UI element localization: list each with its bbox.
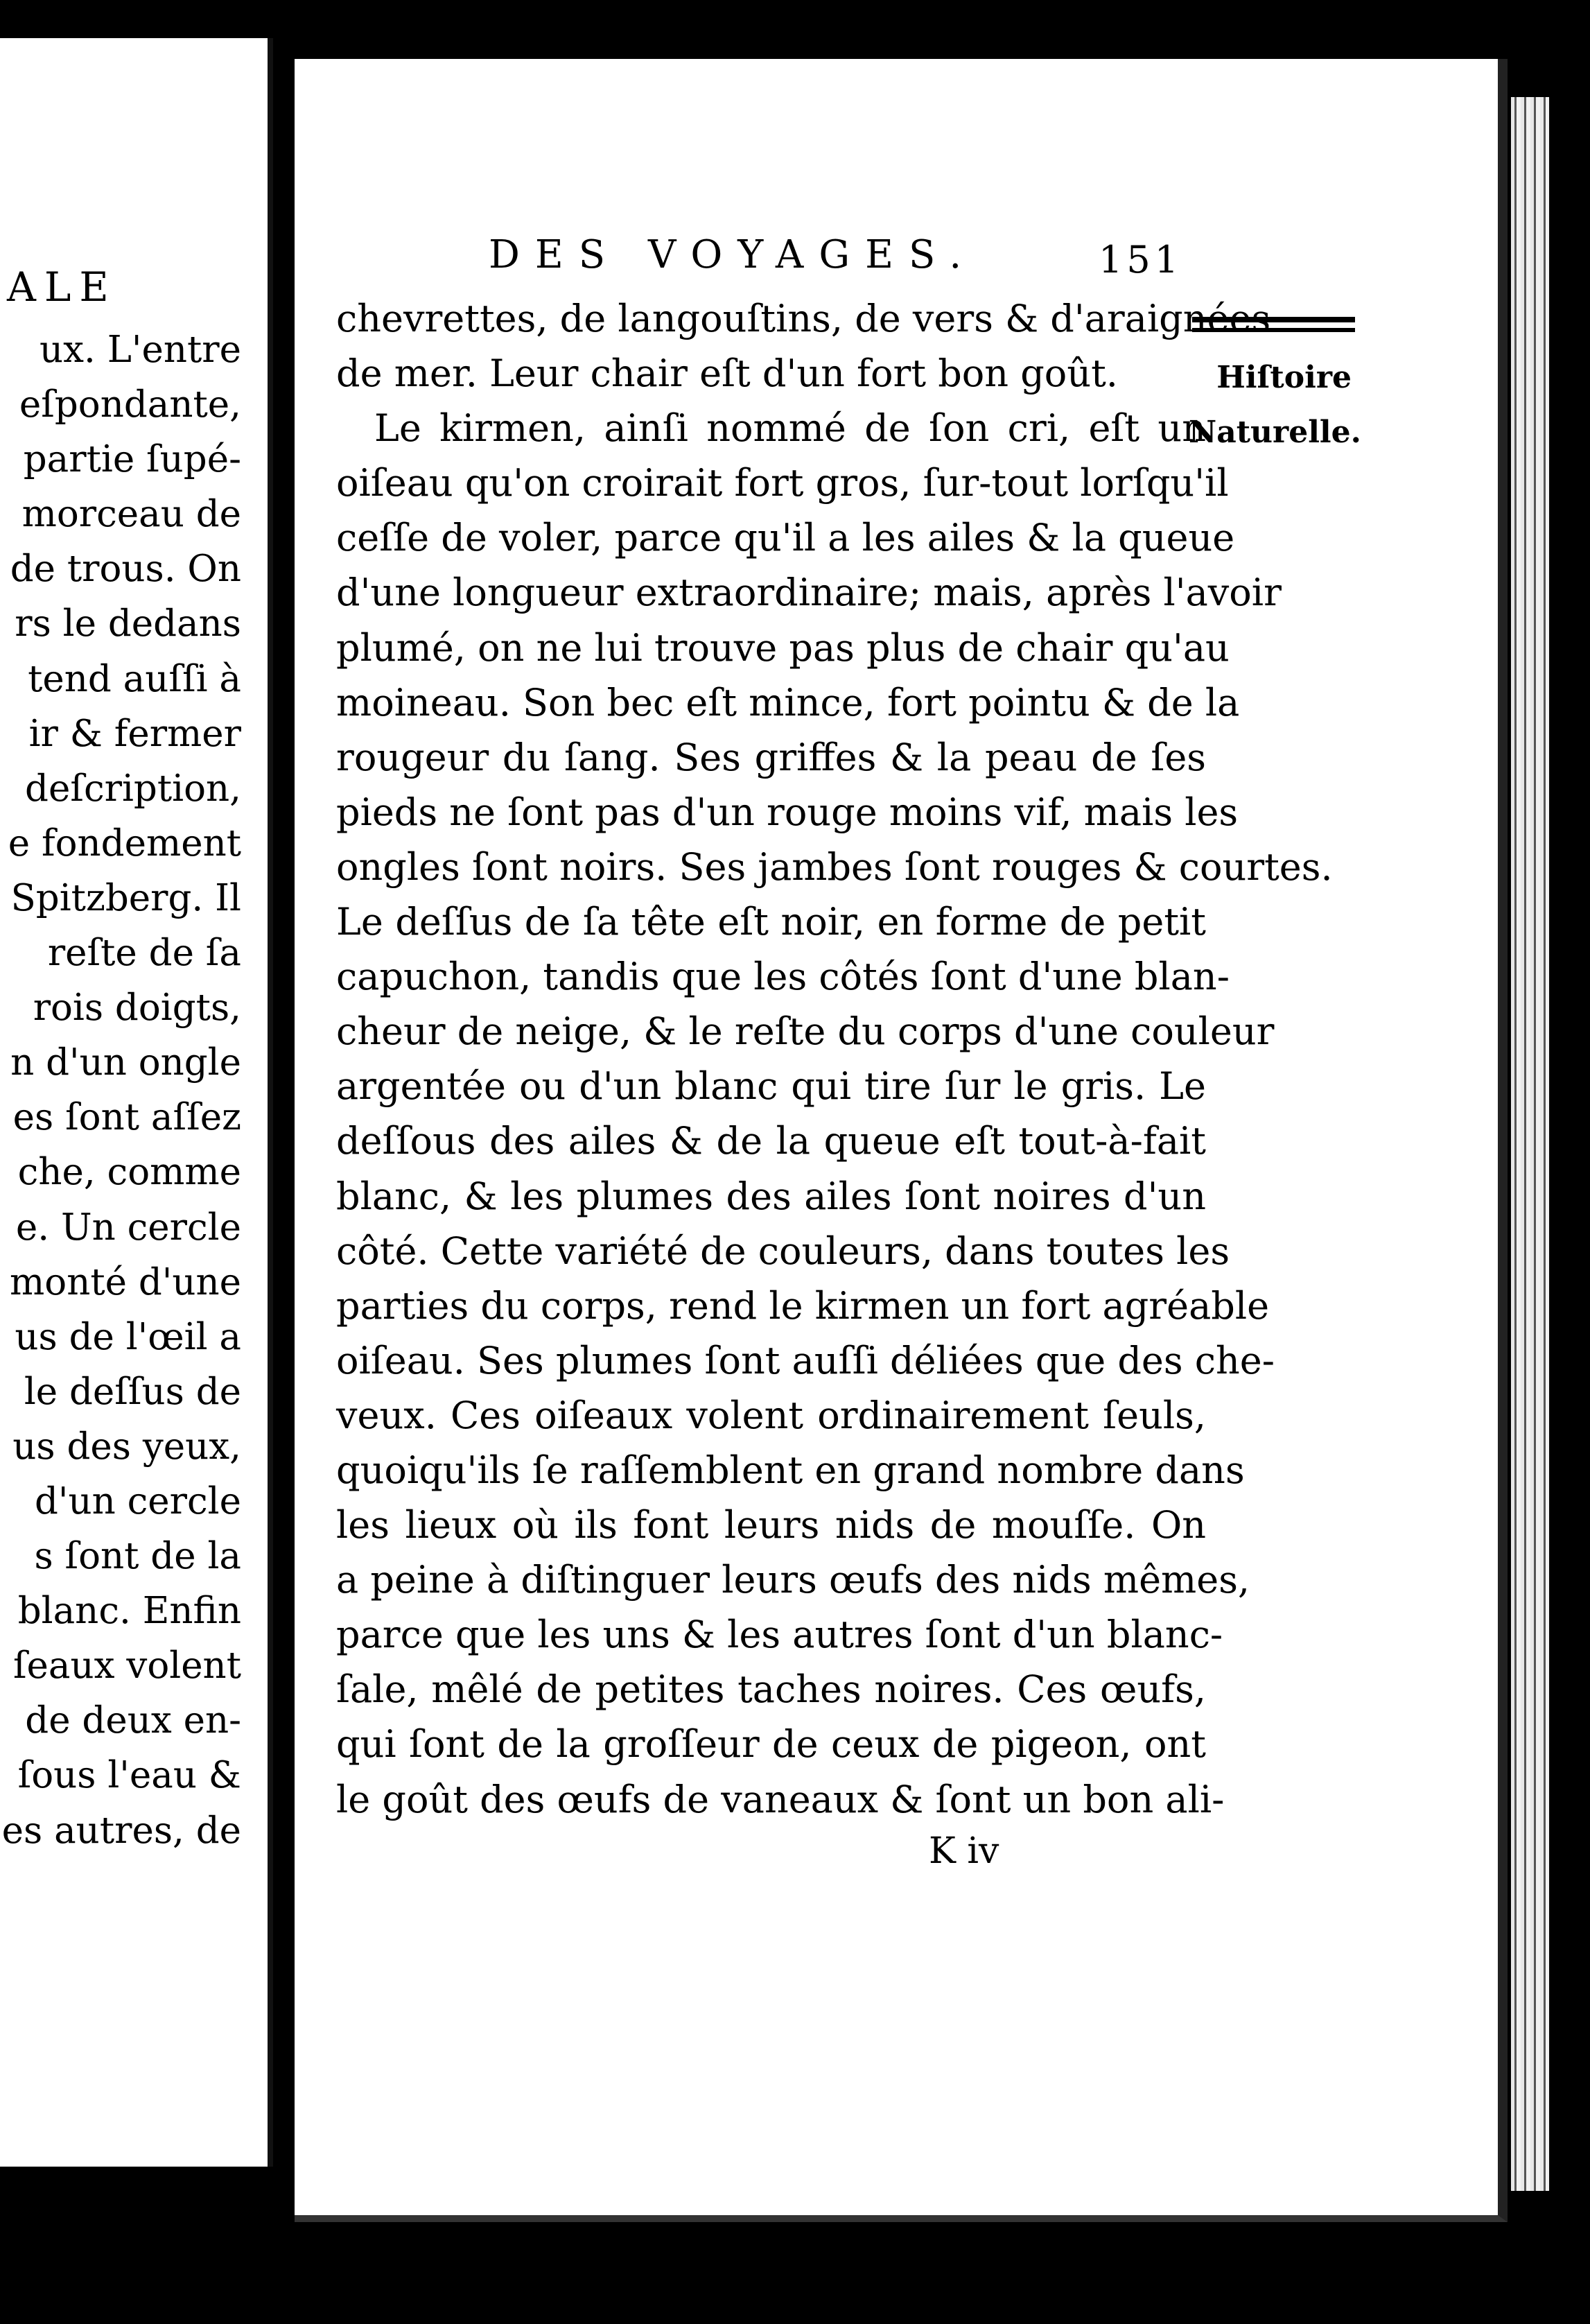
left-text-line: n d'un ongle (10, 1041, 241, 1084)
text-line: qui ſont de la groſſeur de ceux de pigeon, ont (336, 1722, 1206, 1767)
left-text-line: eſpondante, (19, 383, 241, 426)
text-line: veux. Ces oiſeaux volent ordinairement ſeuls, (336, 1393, 1206, 1437)
left-page-text (2, 322, 241, 1858)
left-text-line: Spitzberg. Il (10, 876, 241, 919)
text-line: argentée ou d'un blanc qui tire ſur le gris. Le (336, 1064, 1206, 1109)
left-page (0, 38, 273, 2167)
margin-note (1189, 350, 1361, 460)
left-text-line: ir & fermer (28, 712, 241, 755)
left-text-line: reſte de ſa (47, 932, 241, 975)
text-line: parce que les uns & les autres ſont d'un blanc- (336, 1613, 1223, 1657)
left-text-line: ux. L'entre (40, 329, 241, 371)
text-line: pieds ne ſont pas d'un rouge moins vif, mais les (336, 790, 1239, 834)
text-line: le goût des œufs de vaneaux & ſont un bon ali- (336, 1777, 1225, 1821)
left-text-line: ſous l'eau & (17, 1754, 241, 1797)
left-text-line: che, comme (17, 1151, 241, 1194)
text-line: blanc, & les plumes des ailes ſont noires d'un (336, 1174, 1206, 1218)
text-line: oiſeau. Ses plumes ſont auſſi déliées que des che- (336, 1338, 1275, 1382)
page-edge-stack (1511, 97, 1549, 2191)
text-line: cheur de neige, & le reſte du corps d'une couleur (336, 1009, 1275, 1054)
text-line: les lieux où ils font leurs nids de mouſſe. On (336, 1503, 1206, 1547)
page-number: 151 (1099, 238, 1183, 281)
text-line: quoiqu'ils ſe raſſemblent en grand nombre dans (336, 1448, 1245, 1492)
text-line: moineau. Son bec eſt mince, fort pointu & de la (336, 680, 1240, 725)
signature-mark: K iv (929, 1830, 999, 1872)
left-text-line: ſeaux volent (12, 1645, 241, 1688)
text-line: plumé, on ne lui trouve pas plus de chair qu'au (336, 625, 1230, 670)
text-line: chevrettes, de langouſtins, de vers & d'araignées (336, 297, 1271, 340)
left-text-line: deſcription, (25, 767, 241, 810)
text-line: Le deſſus de ſa tête eſt noir, en forme de petit (336, 900, 1206, 944)
left-text-line: morceau de (21, 493, 241, 536)
text-line: oiſeau qu'on croirait fort gros, ſur-tout lorſqu'il (336, 461, 1229, 505)
text-line: ongles ſont noirs. Ses jambes ſont rouges & courtes. (336, 844, 1333, 889)
left-text-line: e fondement (8, 822, 241, 865)
text-line: Le kirmen, ainſi nommé de ſon cri, eſt un (374, 406, 1206, 451)
text-line: d'une longueur extraordinaire; mais, après l'avoir (336, 571, 1282, 615)
left-text-line: es autres, de (1, 1809, 241, 1852)
left-text-line: de trous. On (10, 548, 241, 591)
left-text-line: de deux en- (25, 1699, 241, 1742)
left-text-line: us de l'œil a (15, 1315, 241, 1358)
left-text-line: rs le dedans (15, 602, 241, 645)
text-line: rougeur du ſang. Ses griffes & la peau de ſes (336, 735, 1206, 779)
left-text-line: e. Un cercle (15, 1206, 241, 1249)
left-running-head: ALE (7, 263, 117, 311)
left-text-line: monté d'une (10, 1260, 241, 1303)
margin-note-line: Hiſtoire (1216, 360, 1352, 395)
text-line: ſale, mêlé de petites taches noires. Ces œufs, (336, 1667, 1206, 1712)
margin-rule (1192, 317, 1355, 332)
text-line: parties du corps, rend le kirmen un fort agréable (336, 1283, 1270, 1328)
left-text-line: d'un cercle (35, 1480, 241, 1523)
text-line: ceſſe de voler, parce qu'il a les ailes & la queue (336, 516, 1235, 560)
left-text-line: s ſont de la (34, 1535, 241, 1578)
left-text-line: es ſont aſſez (12, 1096, 241, 1139)
left-text-line: partie ſupé- (23, 438, 241, 481)
text-line: a peine à diſtinguer leurs œufs des nids mêmes, (336, 1558, 1250, 1602)
left-text-line: le deſſus de (24, 1370, 241, 1413)
text-line: capuchon, tandis que les côtés ſont d'une blan- (336, 955, 1230, 999)
running-head: DES VOYAGES. (489, 232, 977, 277)
text-line: deſſous des ailes & de la queue eſt tout-à-fait (336, 1119, 1206, 1163)
left-text-line: rois doigts, (33, 987, 241, 1030)
left-text-line: us des yeux, (12, 1425, 241, 1468)
left-text-line: blanc. Enfin (17, 1590, 241, 1633)
text-line: côté. Cette variété de couleurs, dans toutes les (336, 1229, 1230, 1273)
left-text-line: tend auſſi à (28, 657, 241, 700)
right-page (295, 59, 1508, 2222)
margin-note-line: Naturelle. (1189, 415, 1361, 450)
text-line: de mer. Leur chair eſt d'un fort bon goût. (336, 352, 1118, 396)
